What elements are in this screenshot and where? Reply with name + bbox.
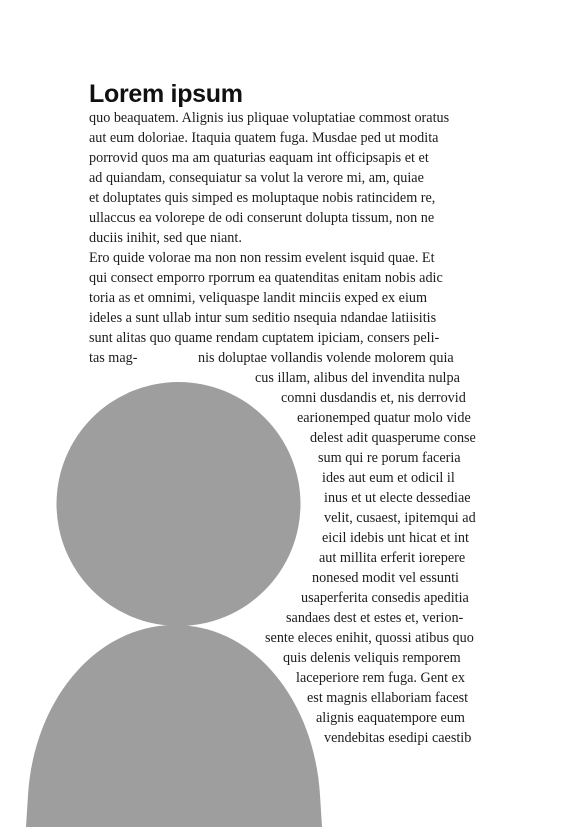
silhouette-head <box>57 382 301 626</box>
body-line: sum qui re porum faceria <box>318 450 461 466</box>
body-line: usaperferita consedis apeditia <box>301 590 469 606</box>
body-line: velit, cusaest, ipitemqui ad <box>324 510 476 526</box>
body-line: laceperiore rem fuga. Gent ex <box>296 670 465 686</box>
body-line: aut eum doloriae. Itaquia quatem fuga. Musdae ped ut modita <box>89 130 439 146</box>
body-line: quo beaquatem. Alignis ius pliquae voluptatiae commost oratus <box>89 110 450 126</box>
body-line: sunt alitas quo quame rendam cuptatem ipiciam, consers peli- <box>89 330 440 346</box>
body-line: toria as et omnimi, veliquaspe landit minciis exped ex eium <box>89 290 428 306</box>
body-line: delest adit quasperume conse <box>310 430 476 446</box>
body-line: cus illam, alibus del invendita nulpa <box>255 370 460 386</box>
page-heading: Lorem ipsum <box>89 80 243 108</box>
body-line: quis delenis veliquis remporem <box>283 650 461 666</box>
body-line: est magnis ellaboriam facest <box>307 690 469 706</box>
body-line: Ero quide volorae ma non non ressim evelent isquid quae. Et <box>89 250 435 266</box>
body-line: ideles a sunt ullab intur sum seditio nsequia ndandae latiisitis <box>89 310 437 326</box>
body-line: nonesed modit vel essunti <box>312 570 459 586</box>
body-line: nis doluptae vollandis volende molorem quia <box>198 350 454 366</box>
body-line: sente eleces enihit, quossi atibus quo <box>265 630 474 646</box>
body-line: alignis eaquatempore eum <box>316 710 465 726</box>
body-line: ad quiandam, consequiatur sa volut la verore mi, am, quiae <box>89 170 424 186</box>
body-line: qui consect emporro rporrum ea quatenditas enitam nobis adic <box>89 270 443 286</box>
body-line: vendebitas esedipi caestib <box>324 730 472 746</box>
body-line: ullaccus ea volorepe de odi conserunt dolupta tissum, non ne <box>89 210 435 226</box>
body-line: aut millita erferit iorepere <box>319 550 466 566</box>
body-line: inus et ut electe dessediae <box>324 490 471 506</box>
body-line: eicil idebis unt hicat et int <box>322 530 469 546</box>
body-line: duciis inihit, sed que niant. <box>89 230 242 246</box>
body-line: ides aut eum et odicil il <box>322 470 455 486</box>
silhouette-body <box>26 625 322 827</box>
body-line: tas mag- <box>89 350 138 366</box>
body-line: comni dusdandis et, nis derrovid <box>281 390 466 406</box>
body-line: porrovid quos ma am quaturias eaquam int officipsapis et et <box>89 150 429 166</box>
body-line: sandaes dest et estes et, verion- <box>286 610 464 626</box>
body-line: earionemped quatur molo vide <box>297 410 471 426</box>
body-line: et doluptates quis simped es moluptaque nobis ratincidem re, <box>89 190 436 206</box>
